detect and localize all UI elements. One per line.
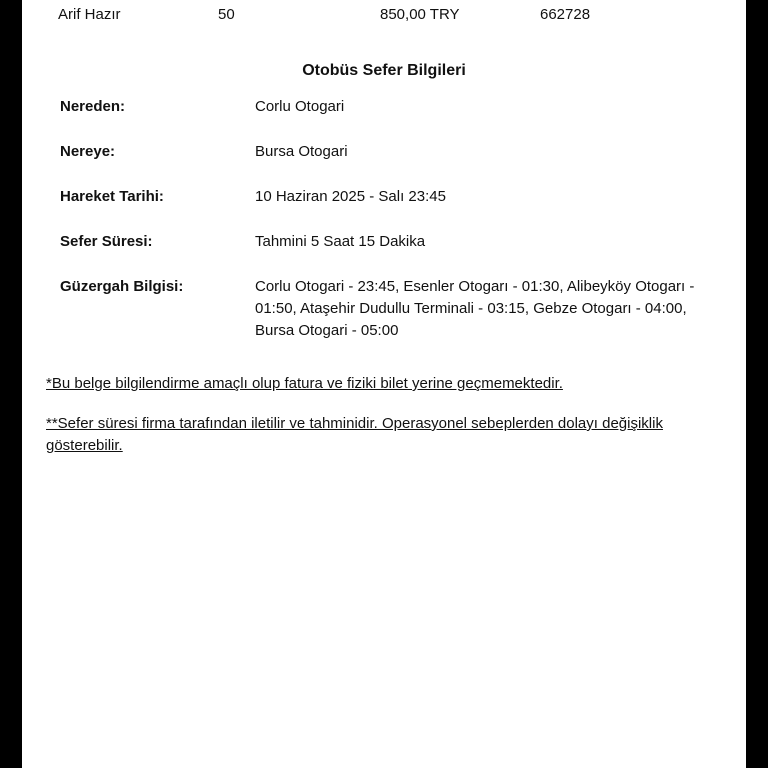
from-value: Corlu Otogari xyxy=(255,98,345,115)
seat-number: 50 xyxy=(218,6,235,23)
to-label: Nereye: xyxy=(60,143,116,160)
section-title: Otobüs Sefer Bilgileri xyxy=(302,62,466,79)
departure-label: Hareket Tarihi: xyxy=(60,188,164,205)
from-label: Nereden: xyxy=(60,98,126,115)
route-label: Güzergah Bilgisi: xyxy=(60,278,184,295)
duration-value: Tahmini 5 Saat 15 Dakika xyxy=(255,233,426,250)
passenger-row xyxy=(22,6,746,26)
duration-label: Sefer Süresi: xyxy=(60,233,153,250)
duration-note: **Sefer süresi firma tarafından iletilir ve tahminidir. Operasyonel sebeplerden dolayı değişiklik gösterebilir. xyxy=(46,415,663,454)
passenger-name: Arif Hazır xyxy=(58,6,121,23)
disclaimer-note: *Bu belge bilgilendirme amaçlı olup fatura ve fiziki bilet yerine geçmemektedir. xyxy=(46,375,563,392)
pnr-code: 662728 xyxy=(540,6,591,23)
ticket-price: 850,00 TRY xyxy=(380,6,460,23)
route-value: Corlu Otogari - 23:45, Esenler Otogarı - 01:30, Alibeyköy Otogarı - 01:50, Ataşehir Dudullu Terminali - 03:15, Gebze Otogarı - 04:00, Bursa Otogari - 05:00 xyxy=(255,278,695,339)
document-page xyxy=(22,0,746,768)
to-value: Bursa Otogari xyxy=(255,143,348,160)
departure-value: 10 Haziran 2025 - Salı 23:45 xyxy=(255,188,446,205)
